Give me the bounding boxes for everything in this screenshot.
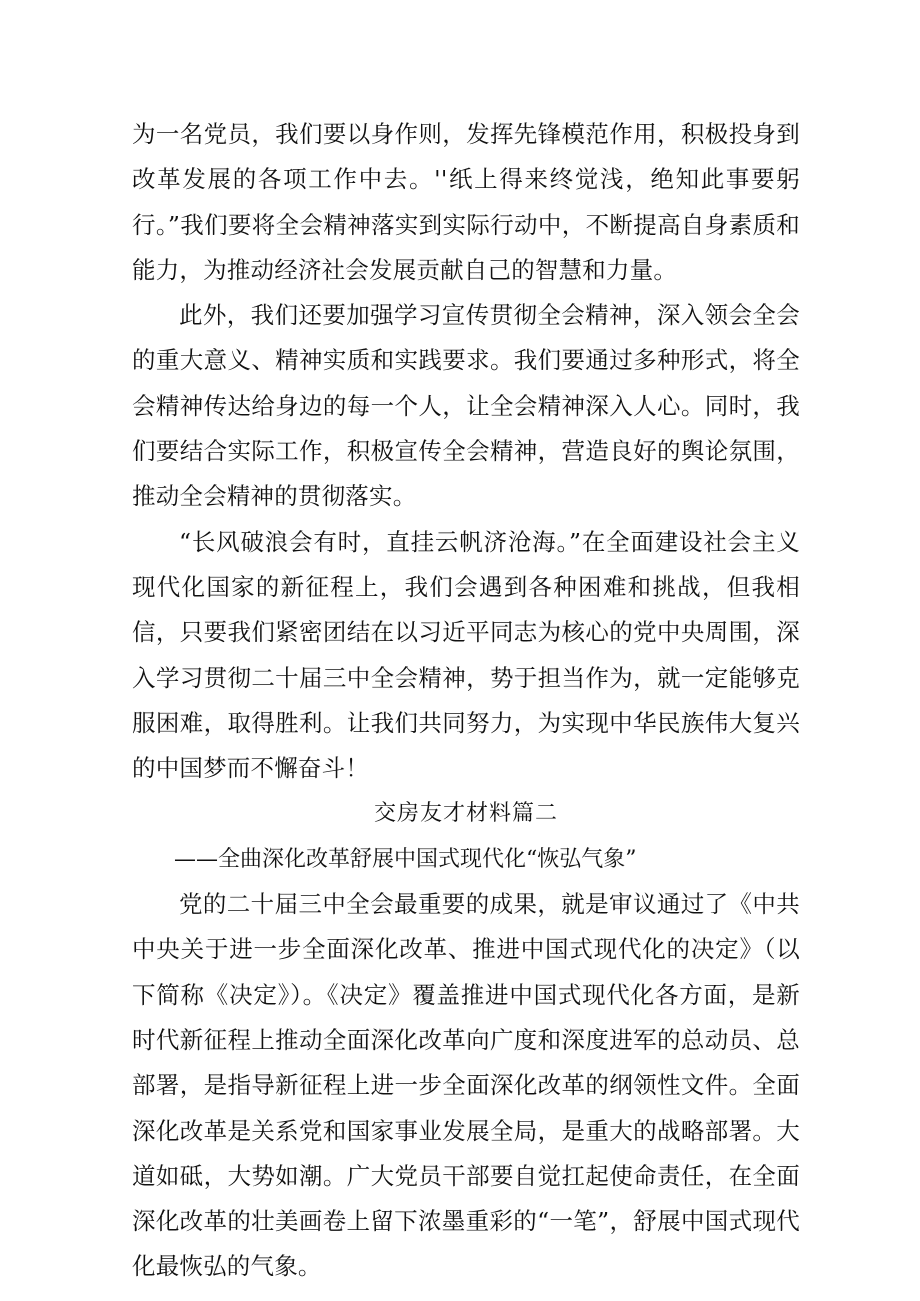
document-body: [132, 112, 800, 1290]
paragraph-closing-quote: “长风破浪会有时，直挂云帆济沧海。”在全面建设社会主义现代化国家的新征程上，我们会遇到各种困难和挑战，但我相信，只要我们紧密团结在以习近平同志为核心的党中央周围，深入学习贯彻二十届三中全会精神，势于担当作为，就一定能够克服困难，取得胜利。让我们共同努力，为实现中华民族伟大复兴的中国梦而不懈奋斗！: [132, 527, 800, 783]
paragraph-study-publicity: 此外，我们还要加强学习宣传贯彻全会精神，深入领会全会的重大意义、精神实质和实践要求。我们要通过多种形式，将全会精神传达给身边的每一个人，让全会精神深入人心。同时，我们要结合实际工作，积极宣传全会精神，营造良好的舆论氛围，推动全会精神的贯彻落实。: [132, 301, 800, 511]
paragraph-decision-intro: 党的二十届三中全会最重要的成果，就是审议通过了《中共中央关于进一步全面深化改革、推进中国式现代化的决定》（以下简称《决定》）。《决定》覆盖推进中国式现代化各方面，是新时代新征程上推动全面深化改革向广度和深度进军的总动员、总部署，是指导新征程上进一步全面深化改革的纲领性文件。全面深化改革是关系党和国家事业发展全局，是重大的战略部署。大道如砥，大势如潮。广大党员干部要自觉扛起使命责任，在全面深化改革的壮美画卷上留下浓墨重彩的“一笔”，舒展中国式现代化最恢弘的气象。: [132, 890, 800, 1281]
section-subtitle: ——全曲深化改革舒展中国式现代化“恢弘气象”: [174, 846, 637, 872]
section-title: 交房友才材料篇二: [373, 801, 558, 827]
paragraph-continuation: 为一名党员，我们要以身作则，发挥先锋模范作用，积极投身到改革发展的各项工作中去。''纸上得来终觉浅，绝知此事要躬行。”我们要将全会精神落实到实际行动中，不断提高自身素质和能力，为推动经济社会发展贡献自己的智慧和力量。: [132, 120, 800, 284]
